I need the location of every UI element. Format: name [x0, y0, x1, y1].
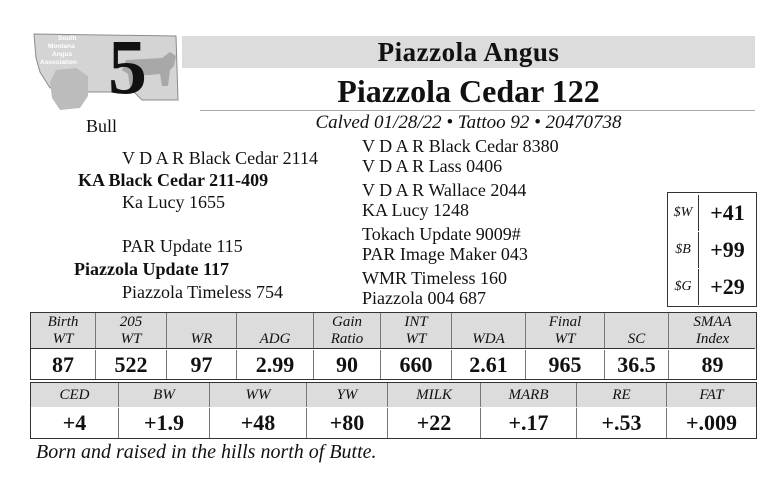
index-value: +29: [710, 274, 745, 299]
perf-header-205-wt: 205 WT: [96, 313, 167, 349]
epd-header-ced: CED: [31, 383, 119, 407]
logo-text-3: Angus: [52, 51, 73, 58]
pedigree-gp-5: Tokach Update 9009#: [362, 224, 521, 244]
lot-number: 5: [108, 23, 147, 110]
sex-label: Bull: [86, 116, 118, 136]
perf-header-final-wt: Final WT: [526, 313, 605, 349]
pedigree-gp-7: WMR Timeless 160: [362, 268, 508, 288]
association-logo: [30, 23, 180, 120]
perf-value-birth-wt: 87: [31, 350, 96, 379]
perf-value-205-wt: 522: [96, 350, 167, 379]
epd-value-marb: +.17: [481, 408, 577, 438]
pedigree-dam: Piazzola Update 117: [74, 259, 229, 279]
index-label: $W: [668, 195, 699, 231]
performance-table: [30, 312, 757, 380]
index-label: $G: [668, 269, 699, 305]
pedigree-gp-4: KA Lucy 1248: [362, 200, 469, 220]
perf-value-wda: 2.61: [452, 350, 526, 379]
pedigree-sire: KA Black Cedar 211-409: [78, 170, 269, 190]
epd-value-re: +.53: [577, 408, 667, 438]
epd-value-ww: +48: [210, 408, 307, 438]
perf-header-int-wt: INT WT: [381, 313, 452, 349]
epd-header-ww: WW: [210, 383, 307, 407]
pedigree-dam-sire: PAR Update 115: [122, 236, 243, 256]
footnote: Born and raised in the hills north of Butte.: [36, 441, 377, 463]
index-row-g: [668, 269, 756, 305]
perf-value-final-wt: 965: [526, 350, 605, 379]
epd-value-milk: +22: [388, 408, 481, 438]
epd-header-milk: MILK: [388, 383, 481, 407]
perf-header-wda: WDA: [452, 313, 526, 349]
pedigree-gp-1: V D A R Black Cedar 8380: [362, 136, 559, 156]
logo-text-1: South: [58, 35, 77, 42]
epd-header-bw: BW: [119, 383, 210, 407]
pedigree-sire-dam: Ka Lucy 1655: [122, 192, 225, 212]
perf-value-wr: 97: [167, 350, 237, 379]
epd-header-re: RE: [577, 383, 667, 407]
performance-row-divider: [30, 348, 755, 349]
epd-header-fat: FAT: [667, 383, 756, 407]
pedigree-gp-8: Piazzola 004 687: [362, 288, 486, 308]
perf-header-adg: ADG: [237, 313, 314, 349]
epd-value-fat: +.009: [685, 410, 738, 435]
logo-text-2: Montana: [48, 43, 75, 50]
index-value: +99: [710, 237, 745, 262]
epd-table: [30, 382, 757, 439]
perf-header-smaa-index: SMAA Index: [669, 313, 756, 349]
farm-name: Piazzola Angus: [377, 37, 560, 67]
logo-text-4: Association: [40, 59, 77, 66]
pedigree-gp-3: V D A R Wallace 2044: [362, 180, 527, 200]
pedigree-gp-2: V D A R Lass 0406: [362, 156, 503, 176]
epd-value-ced: +4: [31, 408, 119, 438]
perf-header-sc: SC: [605, 313, 669, 349]
calved-tattoo-registration: Calved 01/28/22 • Tattoo 92 • 20470738: [315, 112, 622, 133]
epd-header-yw: YW: [307, 383, 388, 407]
perf-header-wr: WR: [167, 313, 237, 349]
pedigree-dam-dam: Piazzola Timeless 754: [122, 282, 283, 302]
perf-value-sc: 36.5: [605, 350, 669, 379]
epd-value-yw: +80: [307, 408, 388, 438]
perf-value-adg: 2.99: [237, 350, 314, 379]
epd-header-marb: MARB: [481, 383, 577, 407]
cow-left-icon: [50, 68, 88, 110]
perf-value-gain-ratio: 90: [314, 350, 381, 379]
perf-value-smaa-index: 89: [701, 352, 724, 377]
perf-header-birth-wt: Birth WT: [31, 313, 96, 349]
pedigree-gp-6: PAR Image Maker 043: [362, 244, 528, 264]
header-divider: [200, 110, 755, 111]
index-label: $B: [668, 232, 699, 268]
epd-value-bw: +1.9: [119, 408, 210, 438]
animal-name: Piazzola Cedar 122: [337, 73, 600, 109]
index-value: +41: [710, 200, 745, 225]
index-row-w: [668, 195, 756, 231]
perf-header-gain-ratio: Gain Ratio: [314, 313, 381, 349]
index-row-b: [668, 232, 756, 268]
perf-value-int-wt: 660: [381, 350, 452, 379]
dollar-index-box: [667, 192, 757, 307]
pedigree-sire-sire: V D A R Black Cedar 2114: [122, 148, 318, 168]
